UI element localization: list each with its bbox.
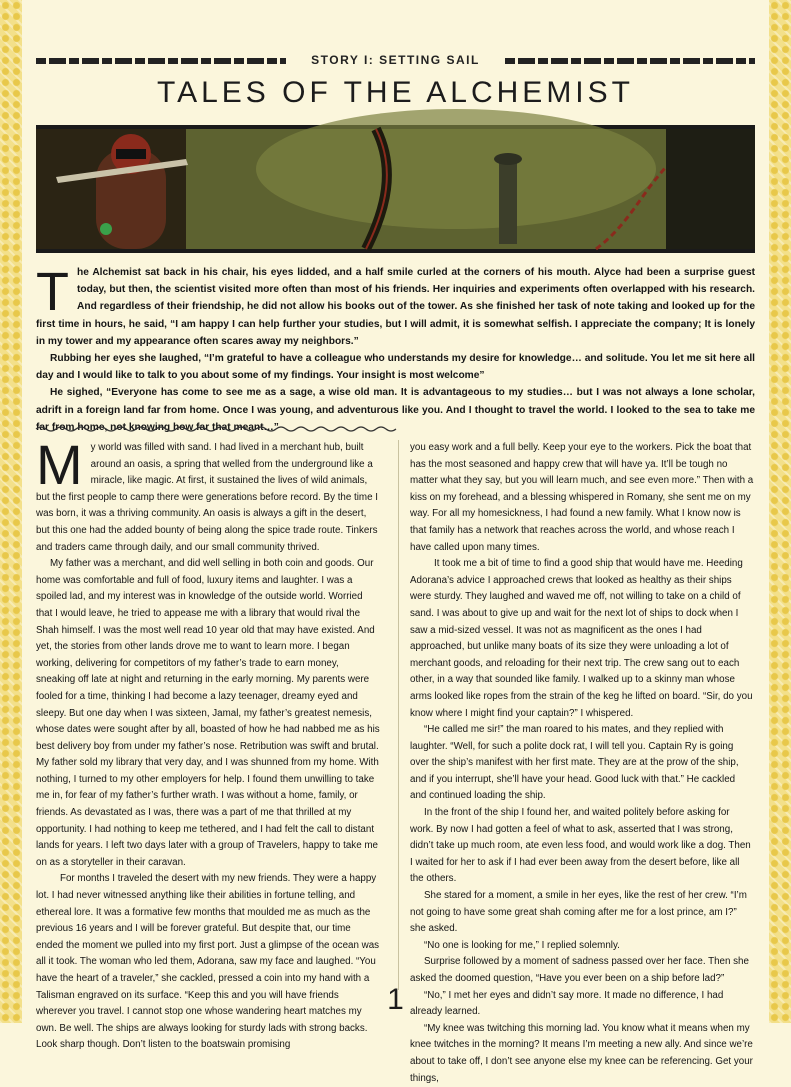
col2-paragraph-2: It took me a bit of time to find a good ship that would have me. Heeding Adorana’s advice I approached crews that looked as healthy as their ships were sturdy. They laughed and waved me off, not willing to take on a child of sand. I was about to give up and wait for the next lot of ships to dock when I saw a mid-sized vessel. It was not as magnificent as the ones I had approached, but unlike many boats of its size they were unloading a lot of merchant goods, and reloading for their next trip. The crew sang out to each other, in a way that sounded like family. I walked up to a skinny man whose arms looked like ropes from the strain of the keg he lifted on board. “Sir, do you know where I might find your captain?” I whispered. — [410, 558, 753, 719]
story-kicker: STORY I: SETTING SAIL — [311, 53, 480, 67]
intro-paragraph-2: Rubbing her eyes she laughed, “I’m grateful to have a colleague who understands my desire for knowledge… and solitude. You let me sit here all day and I would like to talk to you about some of my findings. Your insight is most welcome” — [36, 353, 755, 382]
column-divider — [398, 440, 399, 990]
col2-paragraph-8: “No,” I met her eyes and didn’t say more. It made no difference, I had already learned. — [410, 989, 724, 1018]
page — [36, 0, 755, 1084]
col2-paragraph-4: In the front of the ship I found her, and waited politely before asking for work. By now I had gotten a feel of what to ask, asserted that I was strong, didn’t take up much room, ate even less food, and would work like a dog. Then I waited for her to ask if I had ever been away from the desert before, like all the others. — [410, 807, 751, 885]
column-left — [36, 433, 380, 1054]
wave-divider — [36, 425, 396, 433]
col2-paragraph-5: She stared for a moment, a smile in her eyes, like the rest of her crew. “I’m not going to have some great shah coming after me for a lost prince, am I?” she asked. — [410, 890, 747, 935]
story-dropcap: M — [36, 433, 83, 496]
intro-paragraph-3: He sighed, “Everyone has come to see me as a sage, a wise old man. It is advantageous to my studies… but I was not always a lone scholar, adrift in a foreign land far from home. Once I was young, and adventurous like you. And I thought to travel the world. I looked to the sea to take me far from home, not knowing how far that meant…” — [36, 387, 755, 433]
col2-paragraph-9: “My knee was twitching this morning lad. You know what it means when my knee twitches in the morning? It means I’m meeting a new ally. And since we’re about to take off, I don’t see anyone else my knee can be referencing. Get your things, — [410, 1022, 753, 1084]
page-title: TALES OF THE ALCHEMIST — [157, 76, 634, 109]
col2-paragraph-6: “No one is looking for me,” I replied solemnly. — [424, 939, 620, 951]
decorative-border-right — [769, 0, 791, 1023]
intro-paragraph-1: he Alchemist sat back in his chair, his eyes lidded, and a half smile curled at the corners of his mouth. Alyce had been a surprise guest today, but then, the scientist visited more often than most of his friends. Her inquiries and experiments often overlapped with his research. And regardless of their friendship, he did not allow his books out of the tower. As she finished her task of note taking and looked up for the first time in hours, he said, “I am happy I can help further your studies, but I will admit, it is somewhat selfish. I appreciate the company; It is lonely in my tower and my appearance often scares away my neighbors.” — [36, 267, 755, 347]
col2-paragraph-3: “He called me sir!” the man roared to his mates, and they replied with laughter. “Well, for such a polite dock rat, I will tell you. Captain Ry is going over the ship’s manifest with her first mate. They are at the prow of the ship, and if you interrupt, she’ll have your head. Good luck with that.” He cackled and continued loading the ship. — [410, 724, 739, 802]
col1-paragraph-1: y world was filled with sand. I had lived in a merchant hub, built around an oasis, a spring that welled from the underground like a miracle, like magic. At first, it sustained the lives of wild animals, but the first people to camp there were generations before record. By the time I was born, it was a thriving community. An oasis is always a gift in the desert, but this one had the added bounty of being along the spice trade route. Tinkers and traders came through daily, and our small community thrived. — [36, 442, 378, 553]
banner-illustration — [36, 125, 755, 253]
intro-dropcap: T — [36, 262, 69, 322]
col1-paragraph-2: My father was a merchant, and did well selling in both coin and goods. Our home was comfortable and full of food, luxury items and laughter. I was a spoiled lad, and my interest was in knowledge of the outside world. Worried that I would leave, he tried to appease me with a library that would rival the Shah himself. I was the most well read 10 year old that may have existed. And yet, the stories from other lands drove me to want to learn more. I began working, delivering for competitors of my father’s trade to earn money, sneaking off late at night and returning in the early morning. My parents were fooled for a time, thinking I had become a lazy teenager, dreamy eyed and sleepy. But one day when I was sixteen, Jamal, my father’s greatest nemesis, whose dates were sought after by all, boasted of how he had nabbed me as his best delivery boy from under my father’s nose. Retribution was swift and brutal. My father sold my library that very day, and I was shunned from my home. With nothing, I turned to my other employers for help. I found them unwilling to take me in, for fear of my father’s further wrath. I was without a home, family, or friends. As devastated as I was, there was a part of me that thrilled at my opportunity. I had nothing to keep me tethered, and I had felt the call to distant lands for years. I left two days later with a group of Travelers, happy to take me on as a storyteller in their caravan. — [36, 558, 380, 868]
col2-paragraph-7: Surprise followed by a moment of sadness passed over her face. Then she asked the doomed question, “Have you ever been on a ship before lad?” — [410, 956, 749, 984]
decorative-border-left — [0, 0, 22, 1023]
intro-text — [36, 264, 755, 436]
col1-paragraph-3: For months I traveled the desert with my new friends. They were a happy lot. I had never witnessed anything like their abilities in fortune telling, and ethereal lore. It was a formative few months that moulded me as much as the previous 16 years and I will be forever grateful. But despite that, our time ended the moment we pulled into my first port. Just a glimpse of the ocean was all it took. The woman who led them, Adorana, saw my face and laughed. “You have the heart of a traveler,” she cackled, pressed a coin into my hand with a Talisman engraved on its surface. “Keep this and you will have friends wherever you travel. I cannot stop one whose wandering heart matches my own. Be well. The ships are always looking for sturdy lads with strong backs. Look sharp though. Don’t listen to the boatswain promising — [36, 873, 380, 1051]
col2-paragraph-1: you easy work and a full belly. Keep your eye to the workers. Pick the boat that has the most seasoned and happy crew that will have ya. It’ll be tough no matter what they say, but you will learn much, and see even more.” Then with a kiss on my forehead, and a blessing whispered in Romany, she sent me on my way. For all my homesickness, I had found a new family. What I know now is that family has a network that reaches across the world, and whose reach I have called upon many times. — [410, 442, 754, 553]
banner-art — [36, 129, 755, 249]
page-number: 1 — [387, 983, 404, 1016]
